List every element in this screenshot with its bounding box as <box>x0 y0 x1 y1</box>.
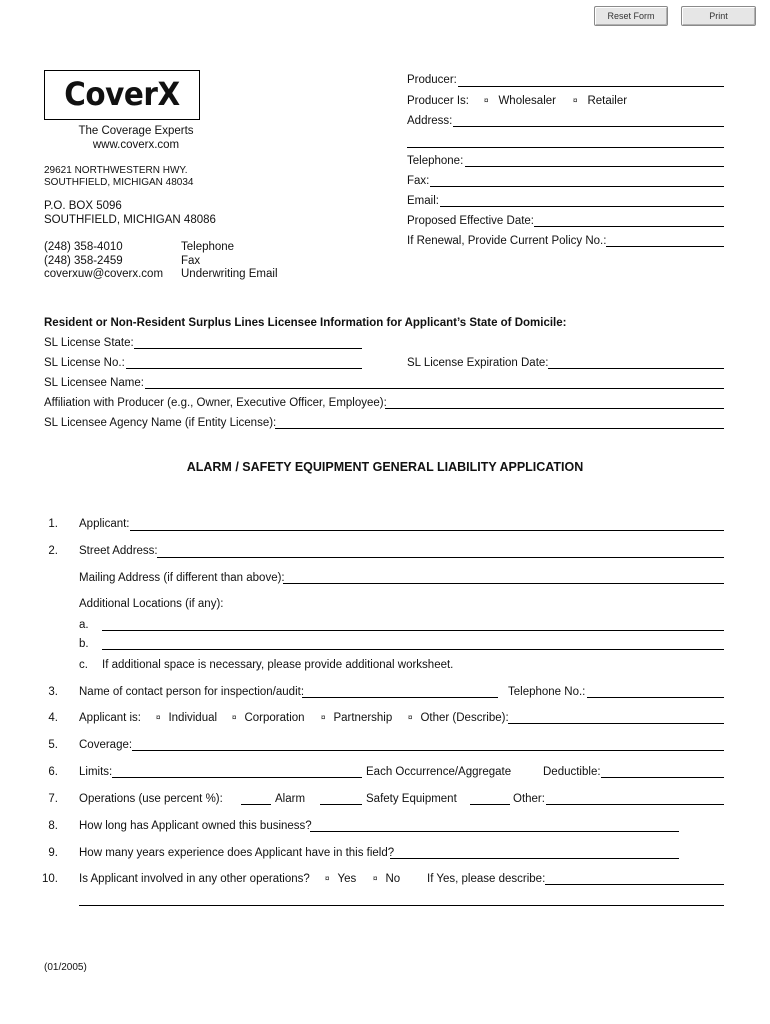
form-revision: (01/2005) <box>44 962 87 973</box>
agency-name-label: SL Licensee Agency Name (if Entity License): <box>44 417 277 429</box>
question-number: 1. <box>48 518 58 530</box>
checkbox-icon[interactable]: ¤ <box>325 874 330 883</box>
location-b-label: b. <box>79 638 89 650</box>
email-label: Email: <box>407 195 439 207</box>
yes-option[interactable] <box>325 873 356 885</box>
company-pobox: P.O. BOX 5096 <box>44 200 122 212</box>
operations-label: Operations (use percent %): <box>79 793 223 805</box>
wholesaler-option[interactable] <box>484 95 556 107</box>
producer-field[interactable] <box>458 86 724 87</box>
sl-state-field[interactable] <box>134 348 362 349</box>
checkbox-icon[interactable]: ¤ <box>484 96 489 105</box>
alarm-percent-field[interactable] <box>241 804 271 805</box>
contact-label: Telephone <box>181 241 235 253</box>
address-field[interactable] <box>453 126 724 127</box>
question-number: 9. <box>48 847 58 859</box>
question-number: 10. <box>42 873 58 885</box>
corporation-option[interactable] <box>232 712 305 724</box>
contact-person-field[interactable] <box>302 697 498 698</box>
checkbox-icon[interactable]: ¤ <box>373 874 378 883</box>
location-a-field[interactable] <box>102 630 724 631</box>
retailer-label: Retailer <box>587 95 628 107</box>
affiliation-field[interactable] <box>385 408 724 409</box>
checkbox-icon[interactable]: ¤ <box>232 713 237 722</box>
individual-label: Individual <box>168 712 218 724</box>
contact-value: (248) 358-4010 <box>44 241 123 253</box>
licensee-heading: Resident or Non-Resident Surplus Lines Licensee Information for Applicant’s State of Domicile: <box>44 317 567 329</box>
business-duration-field[interactable] <box>310 831 679 832</box>
contact-label: Underwriting Email <box>181 268 278 280</box>
contact-telephone-label: Telephone No.: <box>508 686 586 698</box>
describe-field-line2[interactable] <box>79 905 724 906</box>
effective-date-label: Proposed Effective Date: <box>407 215 534 227</box>
location-b-field[interactable] <box>102 649 724 650</box>
company-website: www.coverx.com <box>92 139 180 151</box>
corporation-label: Corporation <box>244 712 305 724</box>
sl-expiration-field[interactable] <box>548 368 724 369</box>
mailing-address-field[interactable] <box>283 583 724 584</box>
telephone-field[interactable] <box>465 166 724 167</box>
checkbox-icon[interactable]: ¤ <box>573 96 578 105</box>
limits-field[interactable] <box>112 777 362 778</box>
no-option[interactable] <box>373 873 400 885</box>
sl-state-label: SL License State: <box>44 337 134 349</box>
fax-label: Fax: <box>407 175 430 187</box>
agency-name-field[interactable] <box>275 428 724 429</box>
safety-percent-field[interactable] <box>320 804 362 805</box>
operations-other-field[interactable] <box>546 804 724 805</box>
address-label: Address: <box>407 115 453 127</box>
contact-value: coverxuw@coverx.com <box>44 268 164 280</box>
contact-label: Fax <box>181 255 201 267</box>
no-label: No <box>385 873 401 885</box>
question-number: 4. <box>48 712 58 724</box>
coverage-field[interactable] <box>132 750 724 751</box>
question-number: 3. <box>48 686 58 698</box>
describe-label: If Yes, please describe: <box>427 873 546 885</box>
contact-value: (248) 358-2459 <box>44 255 123 267</box>
question-number: 5. <box>48 739 58 751</box>
business-duration-label: How long has Applicant owned this business? <box>79 820 312 832</box>
location-c-label: c. <box>79 659 88 671</box>
deductible-field[interactable] <box>601 777 724 778</box>
describe-field[interactable] <box>545 884 724 885</box>
partnership-option[interactable] <box>321 712 392 724</box>
form-title: ALARM / SAFETY EQUIPMENT GENERAL LIABILITY APPLICATION <box>186 460 584 474</box>
company-pobox-city: SOUTHFIELD, MICHIGAN 48086 <box>44 214 216 226</box>
question-number: 6. <box>48 766 58 778</box>
checkbox-icon[interactable]: ¤ <box>321 713 326 722</box>
wholesaler-label: Wholesaler <box>498 95 556 107</box>
company-street: 29621 NORTHWESTERN HWY. <box>44 165 188 176</box>
additional-space-note: If additional space is necessary, please provide additional worksheet. <box>102 659 454 671</box>
additional-locations-label: Additional Locations (if any): <box>79 598 224 610</box>
address-field-line2[interactable] <box>407 147 724 148</box>
question-number: 2. <box>48 545 58 557</box>
mailing-address-label: Mailing Address (if different than above): <box>79 572 285 584</box>
affiliation-label: Affiliation with Producer (e.g., Owner, Executive Officer, Employee): <box>44 397 387 409</box>
deductible-label: Deductible: <box>543 766 601 778</box>
other-describe-label: Other (Describe): <box>420 712 509 724</box>
sl-expiration-label: SL License Expiration Date: <box>407 357 549 369</box>
street-address-label: Street Address: <box>79 545 158 557</box>
individual-option[interactable] <box>156 712 217 724</box>
applicant-is-label: Applicant is: <box>79 712 142 724</box>
company-logo <box>44 70 200 120</box>
fax-field[interactable] <box>430 186 724 187</box>
sl-license-no-label: SL License No.: <box>44 357 125 369</box>
other-option[interactable] <box>408 712 509 724</box>
other-describe-field[interactable] <box>508 723 724 724</box>
print-button[interactable]: Print <box>681 6 756 26</box>
experience-field[interactable] <box>390 858 679 859</box>
safety-equipment-label: Safety Equipment <box>366 793 457 805</box>
partnership-label: Partnership <box>333 712 393 724</box>
yes-label: Yes <box>337 873 357 885</box>
telephone-label: Telephone: <box>407 155 464 167</box>
occurrence-aggregate-label: Each Occurrence/Aggregate <box>366 766 512 778</box>
other-percent-field[interactable] <box>470 804 510 805</box>
alarm-label: Alarm <box>275 793 306 805</box>
experience-label: How many years experience does Applicant have in this field? <box>79 847 395 859</box>
sl-license-no-field[interactable] <box>126 368 362 369</box>
question-number: 8. <box>48 820 58 832</box>
other-operations-label: Is Applicant involved in any other operations? <box>79 873 310 885</box>
email-field[interactable] <box>440 206 724 207</box>
company-tagline: The Coverage Experts <box>78 125 194 137</box>
contact-telephone-field[interactable] <box>587 697 724 698</box>
location-a-label: a. <box>79 619 89 631</box>
checkbox-icon[interactable]: ¤ <box>408 713 413 722</box>
retailer-option[interactable] <box>573 95 627 107</box>
question-number: 7. <box>48 793 58 805</box>
producer-label: Producer: <box>407 74 457 86</box>
checkbox-icon[interactable]: ¤ <box>156 713 161 722</box>
producer-is-label: Producer Is: <box>407 95 469 107</box>
limits-label: Limits: <box>79 766 113 778</box>
contact-person-label: Name of contact person for inspection/audit: <box>79 686 305 698</box>
street-address-field[interactable] <box>157 557 724 558</box>
applicant-field[interactable] <box>130 530 724 531</box>
company-city: SOUTHFIELD, MICHIGAN 48034 <box>44 177 194 188</box>
operations-other-label: Other: <box>513 793 545 805</box>
sl-licensee-name-label: SL Licensee Name: <box>44 377 144 389</box>
reset-form-button[interactable]: Reset Form <box>594 6 668 26</box>
renewal-label: If Renewal, Provide Current Policy No.: <box>407 235 607 247</box>
applicant-label: Applicant: <box>79 518 130 530</box>
coverage-label: Coverage: <box>79 739 133 751</box>
effective-date-field[interactable] <box>534 226 724 227</box>
policy-number-field[interactable] <box>606 246 724 247</box>
logo-text: CoverX <box>64 75 180 113</box>
sl-licensee-name-field[interactable] <box>145 388 724 389</box>
